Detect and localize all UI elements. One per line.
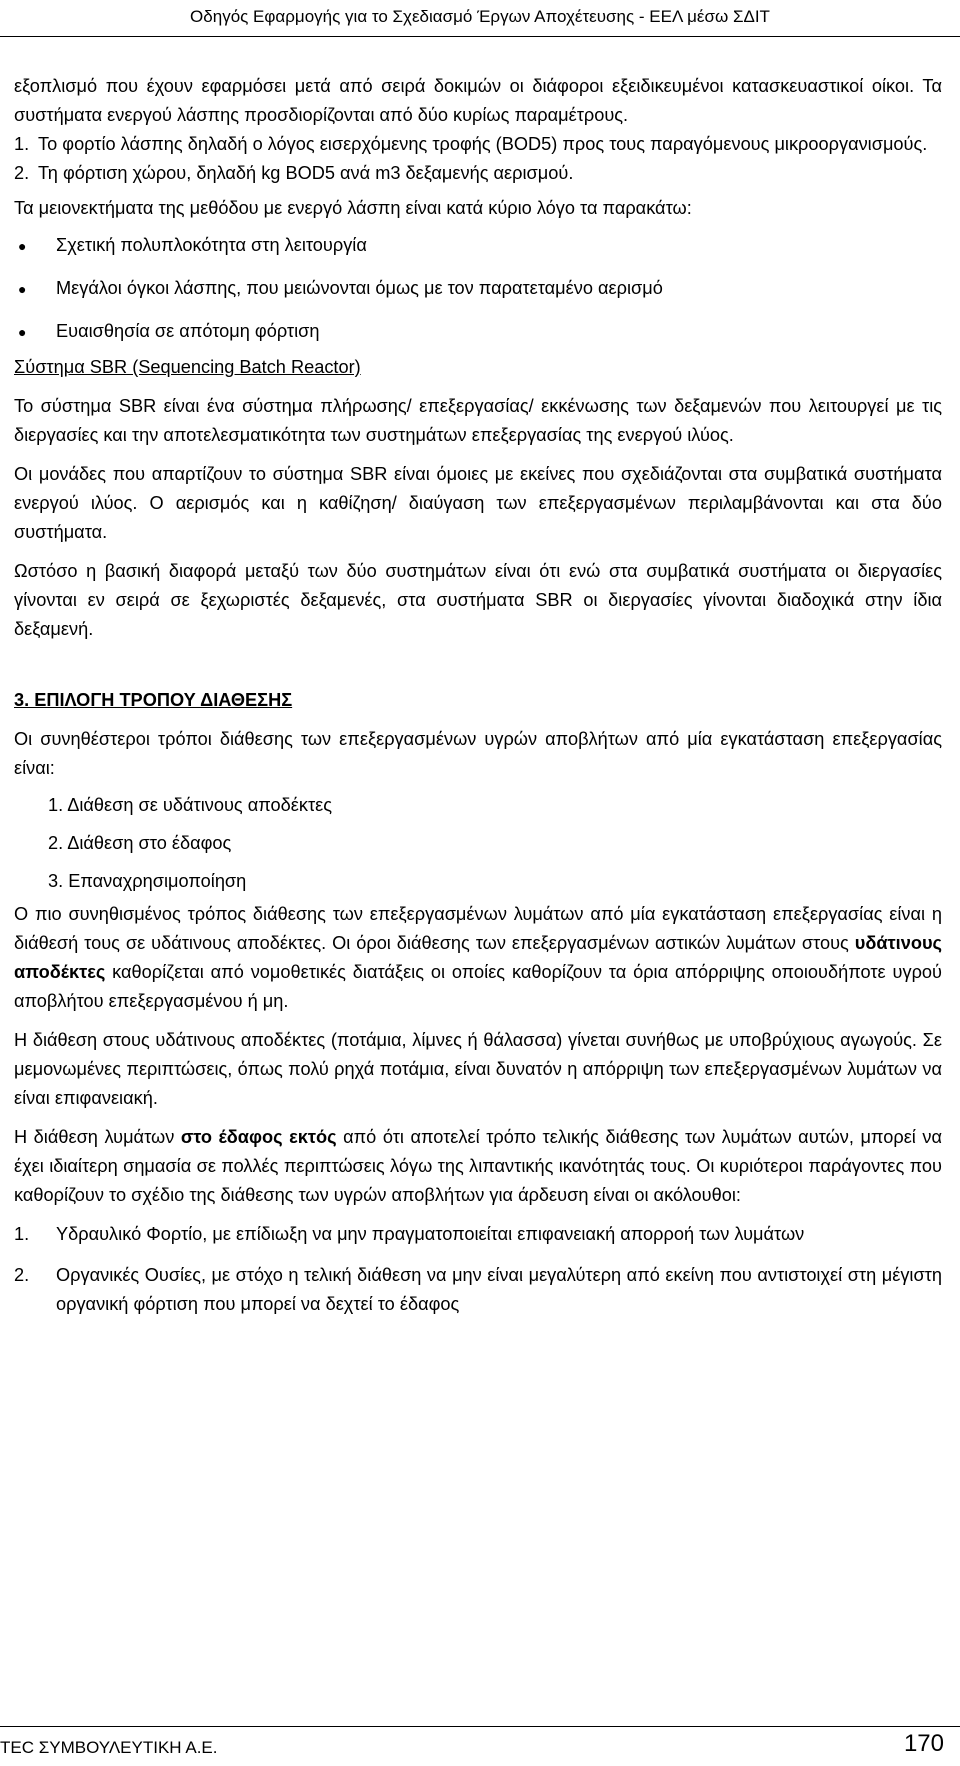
section-3-intro: Οι συνηθέστεροι τρόποι διάθεσης των επεξεργασμένων υγρών αποβλήτων από μία εγκατάσταση επεξεργασίας είναι: xyxy=(14,729,942,778)
factors-list xyxy=(14,1220,942,1319)
text-run: καθορίζεται από νομοθετικές διατάξεις οι οποίες καθορίζουν τα όρια απόρριψης οποιουδήποτε υγρού αποβλήτου επεξεργασμένου ή μη. xyxy=(14,962,942,1011)
bullet-list xyxy=(14,231,942,347)
list-item: 1. Διάθεση σε υδάτινους αποδέκτες xyxy=(48,795,333,815)
bullet-item xyxy=(14,274,942,304)
list-item xyxy=(14,130,942,159)
document-body xyxy=(14,72,942,1319)
sbr-paragraph-3: Ωστόσο η βασική διαφορά μεταξύ των δύο συστημάτων είναι ότι ενώ στα συμβατικά συστήματα οι διεργασίες γίνονται εν σειρά σε ξεχωριστές δεξαμενές, στα συστήματα SBR οι διεργασίες γίνονται διαδοχικά στην ίδια δεξαμενή. xyxy=(14,561,942,639)
list-item-number: 2. xyxy=(14,163,30,183)
bullet-item xyxy=(14,317,942,347)
list-item-text: Υδραυλικό Φορτίο, με επίδιωξη να μην πραγματοποιείται επιφανειακή απορροή των λυμάτων xyxy=(56,1224,805,1244)
list-item xyxy=(14,159,942,188)
list-item-number: 1. xyxy=(14,134,30,154)
section-3-paragraph-3: Η διάθεση στους υδάτινους αποδέκτες (ποτάμια, λίμνες ή θάλασσα) γίνεται συνήθως με υποβρύχιους αγωγούς. Σε μεμονωμένες περιπτώσεις, όπως πολύ ρηχά ποτάμια, είναι δυνατόν η απόρριψη των επεξεργασμένων λυμάτων να είναι επιφανειακή. xyxy=(14,1030,942,1108)
bullet-icon: ● xyxy=(18,281,27,297)
list-item xyxy=(14,1261,942,1319)
disposal-methods-list xyxy=(14,791,942,896)
list-item: 3. Επαναχρησιμοποίηση xyxy=(48,871,247,891)
header-divider xyxy=(0,36,960,37)
footer-divider xyxy=(0,1726,960,1727)
header-title: Οδηγός Εφαρμογής για το Σχεδιασμό Έργων Αποχέτευσης - ΕΕΛ μέσω ΣΔΙΤ xyxy=(190,7,770,26)
list-item-number: 1. xyxy=(14,1224,30,1244)
text-run: Ο πιο συνηθισμένος τρόπος διάθεσης των επεξεργασμένων λυμάτων από μία εγκατάσταση επεξεργασίας είναι η διάθεσή τους σε υδάτινους αποδέκτες. Οι όροι διάθεσης των επεξεργασμένων αστικών λυμάτων στους xyxy=(14,904,942,953)
bullet-text: Σχετική πολυπλοκότητα στη λειτουργία xyxy=(56,235,367,255)
list-item-number: 2. xyxy=(14,1265,30,1285)
text-run: Η διάθεση λυμάτων xyxy=(14,1127,181,1147)
bullet-item xyxy=(14,231,942,261)
bullet-text: Μεγάλοι όγκοι λάσπης, που μειώνονται όμως με τον παρατεταμένο αερισμό xyxy=(56,278,663,298)
parameters-list xyxy=(14,130,942,188)
list-item-text: Οργανικές Ουσίες, με στόχο η τελική διάθεση να μην είναι μεγαλύτερη από εκείνη που αντιστοιχεί στη μέγιστη οργανική φόρτιση που μπορεί να δεχτεί το έδαφος xyxy=(56,1265,942,1314)
page-number: 170 xyxy=(903,1730,944,1757)
list-item-text: Τη φόρτιση χώρου, δηλαδή kg BOD5 ανά m3 δεξαμενής αερισμού. xyxy=(38,163,574,183)
footer-company: ΤΕC ΣΥΜΒΟΥΛΕΥΤΙΚΗ Α.Ε. xyxy=(0,1738,218,1757)
bold-text-run: υδάτινους αποδέκτες xyxy=(14,933,942,982)
bullet-icon: ● xyxy=(18,324,27,340)
section-3-title: 3. ΕΠΙΛΟΓΗ ΤΡΟΠΟΥ ΔΙΑΘΕΣΗΣ xyxy=(14,690,293,710)
section-3-paragraph-4 xyxy=(14,1123,942,1210)
list-item xyxy=(14,1220,942,1249)
sbr-paragraph-2: Οι μονάδες που απαρτίζουν το σύστημα SBR είναι όμοιες με εκείνες που σχεδιάζονται στα συμβατικά συστήματα ενεργού ιλύος. Ο αερισμός και η καθίζηση/ διαύγαση των επεξεργασμένων περιλαμβάνονται και στα δύο συστήματα. xyxy=(14,464,942,542)
bullet-text: Ευαισθησία σε απότομη φόρτιση xyxy=(56,321,320,341)
bullet-icon: ● xyxy=(18,238,27,254)
list-item-text: Το φορτίο λάσπης δηλαδή ο λόγος εισερχόμενης τροφής (BOD5) προς τους παραγόμενους μικροοργανισμούς. xyxy=(38,134,928,154)
paragraph-disadvantages: Τα μειονεκτήματα της μεθόδου με ενεργό λάσπη είναι κατά κύριο λόγο τα παρακάτω: xyxy=(14,198,692,218)
bold-text-run: στο έδαφος εκτός xyxy=(180,1127,337,1147)
section-3-paragraph-2 xyxy=(14,900,942,1016)
text-run: από ότι αποτελεί τρόπο τελικής διάθεσης των λυμάτων αυτών, μπορεί να έχει ιδιαίτερη σημασία σε πολλές περιπτώσεις λόγω της λιπαντικής ικανότητάς τους. Οι κυριότεροι παράγοντες που καθορίζουν το σχέδιο της διάθεσης των υγρών αποβλήτων για άρδευση είναι οι ακόλουθοι: xyxy=(14,1127,942,1205)
page-header xyxy=(0,0,960,40)
paragraph-intro: εξοπλισμό που έχουν εφαρμόσει μετά από σειρά δοκιμών οι διάφοροι εξειδικευμένοι κατασκευαστικοί οίκοι. Τα συστήματα ενεργού λάσπης προσδιορίζονται από δύο κυρίως παραμέτρους. xyxy=(14,76,942,125)
list-item: 2. Διάθεση στο έδαφος xyxy=(48,833,232,853)
sbr-heading: Σύστημα SBR (Sequencing Batch Reactor) xyxy=(14,357,361,377)
sbr-paragraph-1: Το σύστημα SBR είναι ένα σύστημα πλήρωσης/ επεξεργασίας/ εκκένωσης των δεξαμενών που λειτουργεί με τις διεργασίες και την αποτελεσματικότητα των συστημάτων επεξεργασίας της ενεργού ιλύος. xyxy=(14,396,942,445)
